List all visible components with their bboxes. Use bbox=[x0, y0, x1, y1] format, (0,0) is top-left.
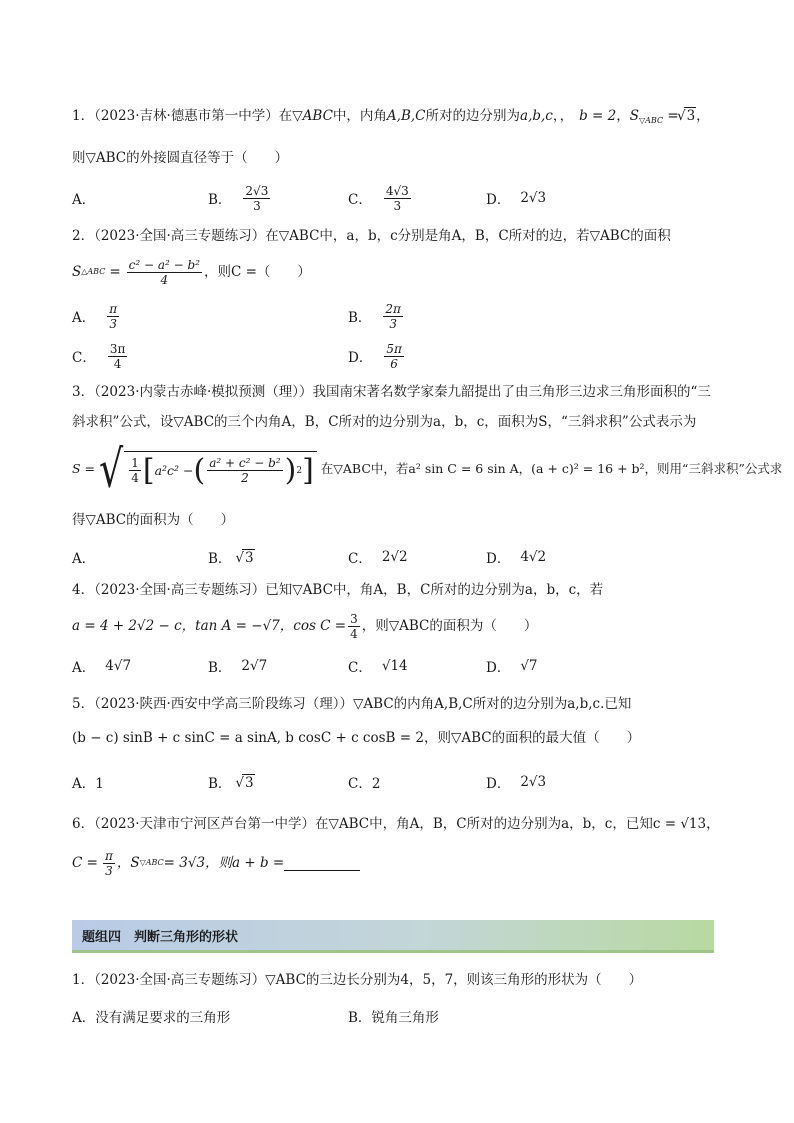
q3-option-c-label: C． bbox=[348, 551, 372, 567]
radical-sign-icon: √ bbox=[99, 439, 124, 499]
q4-option-d[interactable] bbox=[486, 646, 538, 686]
q2-option-c[interactable] bbox=[72, 336, 129, 376]
frac-num: 2√3 bbox=[245, 183, 269, 198]
q1-option-d[interactable] bbox=[486, 178, 546, 218]
q1-option-a-label: A． bbox=[72, 192, 96, 208]
frac-den: 3 bbox=[393, 198, 402, 213]
q5-line2: (b − c) sinB + c sinC = a sinA, b cosC + c cosB = 2，则▽ABC的面积的最大值（ ） bbox=[72, 730, 641, 746]
frac-num: 5π bbox=[386, 341, 402, 356]
s4q1-option-b-label: B．锐角三角形 bbox=[348, 1010, 439, 1026]
q4-option-a[interactable] bbox=[72, 646, 131, 686]
section-header-group-four bbox=[72, 920, 714, 953]
q4-option-c[interactable] bbox=[348, 646, 408, 686]
frac-num: 4√3 bbox=[385, 183, 409, 198]
q5-option-c[interactable] bbox=[348, 762, 380, 802]
q1-sides: a,b,c bbox=[520, 108, 553, 124]
q2-area-subscript: △ABC bbox=[81, 267, 106, 276]
q3-option-b-value: √ 3 bbox=[242, 549, 254, 566]
q3-formula-tail: 在▽ABC中，若a² sin C = 6 sin A，(a + c)² = 16 + b²，则用“三斜求积”公式求 bbox=[320, 461, 783, 476]
s4q1-option-a[interactable] bbox=[72, 996, 230, 1036]
q3-line4: 得▽ABC的面积为（ ） bbox=[72, 512, 235, 528]
frac-num: c² − a² − b² bbox=[128, 257, 200, 272]
q1-line1: 1．（2023·吉林·德惠市第一中学）在▽ABC中，内角A,B,C所对的边分别为a,b,c，， b = 2，$S_{▽ABC}$ = √ 3， bbox=[72, 106, 732, 131]
q2-option-d[interactable] bbox=[348, 336, 406, 376]
q6-angle-fraction bbox=[103, 849, 115, 878]
q1-option-a[interactable] bbox=[72, 178, 95, 218]
q3-line2: 斜求积”公式，设▽ABC的三个内角A，B，C所对的边分别为a，b，c，面积为S，“三斜求积”公式表示为 bbox=[72, 414, 697, 430]
frac-num: a² + c² − b² bbox=[209, 456, 281, 470]
q1-text2: 所对的边分别为 bbox=[425, 108, 521, 124]
q3-options bbox=[72, 537, 732, 577]
q4-option-b-label: B． bbox=[208, 660, 232, 676]
q4-option-b[interactable] bbox=[208, 646, 267, 686]
frac-den: 4 bbox=[160, 272, 169, 287]
q2-option-c-fraction bbox=[108, 342, 128, 371]
q5-option-c-label: C．2 bbox=[348, 776, 381, 792]
q3-option-d-label: D． bbox=[486, 551, 511, 567]
q4-option-d-value: √7 bbox=[520, 658, 538, 674]
q3-option-b[interactable] bbox=[208, 537, 255, 577]
q5-option-d[interactable] bbox=[486, 762, 546, 802]
q1-text3: ，， bbox=[552, 108, 574, 124]
q2-option-a[interactable] bbox=[72, 296, 121, 336]
q4-conditions: a = 4 + 2√2 − c，tan A = −√7，cos C = bbox=[72, 618, 347, 634]
q2-option-c-label: C． bbox=[72, 350, 96, 366]
q2-option-b-fraction bbox=[383, 302, 403, 331]
q4-cos-fraction bbox=[348, 612, 360, 641]
q3-formula-radical bbox=[99, 439, 317, 499]
q4-line1: 4．（2023·全国·高三专题练习）已知▽ABC中，角A，B，C所对的边分别为a，b，c，若 bbox=[72, 582, 604, 598]
q6-answer-blank[interactable] bbox=[284, 856, 360, 871]
q1-option-c[interactable] bbox=[348, 178, 413, 218]
frac-den: 3 bbox=[105, 863, 113, 878]
q3-line1: 3．（2023·内蒙古赤峰·模拟预测（理））我国南宋著名数学家秦九韶提出了由三角形三边求三角形面积的“三 bbox=[72, 384, 711, 400]
q1-option-c-label: C． bbox=[348, 192, 372, 208]
q6-line2 bbox=[72, 846, 732, 880]
frac-den: 2 bbox=[241, 471, 249, 485]
s4q1-option-a-label: A．没有满足要求的三角形 bbox=[72, 1010, 231, 1026]
q1-area-symbol: S bbox=[629, 108, 639, 124]
q1-triangle: ▽ABC bbox=[292, 108, 333, 124]
q3-option-d-value: 4√2 bbox=[520, 549, 547, 565]
q2-option-b[interactable] bbox=[348, 296, 405, 336]
frac-num: π bbox=[104, 848, 113, 863]
q2-options-row2 bbox=[72, 336, 732, 376]
q2-options-row1 bbox=[72, 296, 732, 336]
q1-source: 1．（2023·吉林·德惠市第一中学）在 bbox=[72, 108, 293, 124]
frac-num: π bbox=[109, 301, 118, 316]
q6-angle-c: C = bbox=[72, 855, 98, 871]
q2-option-a-label: A． bbox=[72, 310, 96, 326]
frac-num: 1 bbox=[131, 456, 139, 470]
q5-option-b-label: B． bbox=[208, 776, 232, 792]
q5-option-d-value: 2√3 bbox=[520, 774, 547, 790]
frac-den: 4 bbox=[113, 356, 122, 371]
q2-option-d-fraction bbox=[384, 342, 404, 371]
q3-quarter-fraction bbox=[129, 456, 141, 485]
frac-num: 3 bbox=[350, 611, 358, 626]
q5-option-a-label: A．1 bbox=[72, 776, 104, 792]
q6-line1: 6．（2023·天津市宁河区芦台第一中学）在▽ABC中，角A，B，C所对的边分别为a，b，c，已知c = √13， bbox=[72, 816, 720, 832]
q1-equals: = bbox=[663, 108, 683, 124]
q1-option-c-fraction bbox=[384, 184, 411, 213]
q3-option-b-label: B． bbox=[208, 551, 232, 567]
q5-option-d-label: D． bbox=[486, 776, 511, 792]
q2-area-fraction bbox=[127, 258, 202, 287]
q4-option-a-label: A． bbox=[72, 660, 96, 676]
s4q1-options bbox=[72, 996, 732, 1036]
frac-den: 3 bbox=[389, 316, 397, 331]
q2-option-b-label: B． bbox=[348, 310, 372, 326]
q1-text: 中，内角 bbox=[332, 108, 387, 124]
q2-tail: ，则C =（ ） bbox=[204, 264, 311, 280]
section-title: 题组四 判断三角形的形状 bbox=[82, 929, 239, 945]
q1-option-d-value: 2√3 bbox=[520, 190, 547, 206]
q3-option-d[interactable] bbox=[486, 537, 546, 577]
q3-inner-fraction bbox=[207, 456, 282, 485]
frac-num: 2π bbox=[385, 301, 401, 316]
frac-den: 6 bbox=[390, 356, 398, 371]
q5-line1: 5．（2023·陕西·西安中学高三阶段练习（理））▽ABC的内角A,B,C所对的边分别为a,b,c.已知 bbox=[72, 696, 632, 712]
frac-num: 3π bbox=[109, 341, 126, 356]
q4-option-c-label: C． bbox=[348, 660, 372, 676]
s4q1-line1: 1．（2023·全国·高三专题练习）▽ABC的三边长分别为4，5，7，则该三角形的形状为（ ） bbox=[72, 972, 643, 988]
q2-option-d-label: D． bbox=[348, 350, 373, 366]
q3-option-a[interactable] bbox=[72, 537, 95, 577]
frac-den: 3 bbox=[253, 198, 261, 213]
q3-formula-term: a²c² − bbox=[154, 462, 194, 478]
q5-options bbox=[72, 762, 732, 802]
q4-option-d-label: D． bbox=[486, 660, 511, 676]
q3-option-c[interactable] bbox=[348, 537, 408, 577]
q4-line2 bbox=[72, 610, 732, 642]
q1-options bbox=[72, 178, 732, 218]
s4q1-option-b[interactable] bbox=[348, 996, 439, 1036]
q2-line2: S △ABC = $\frac{\text{c² − a² − b²}}{4}$ ，则C =（ ） bbox=[72, 257, 311, 287]
q5-option-a[interactable] bbox=[72, 762, 104, 802]
q1-option-b-fraction bbox=[243, 184, 270, 213]
q3-option-c-value: 2√2 bbox=[381, 549, 408, 565]
q4-options bbox=[72, 646, 732, 686]
q3-formula-radicand: $\frac{1}{4}$ [ a²c² − ( $\frac{\text{a² + c² − b²}}{2}$ ) 2 ] bbox=[124, 451, 317, 488]
q1-option-b[interactable] bbox=[208, 178, 272, 218]
q3-formula-line bbox=[72, 439, 783, 499]
frac-den: 3 bbox=[109, 316, 118, 331]
frac-den: 4 bbox=[350, 626, 358, 641]
q6-question: = 3√3，则a + b = bbox=[163, 855, 285, 871]
q1-option-b-label: B． bbox=[208, 192, 232, 208]
q3-option-a-label: A． bbox=[72, 551, 96, 567]
q1-line2: 则▽ABC的外接圆直径等于（ ） bbox=[72, 150, 289, 166]
q1-area-subscript: ▽ABC bbox=[638, 116, 664, 125]
q4-question: ，则▽ABC的面积为（ ） bbox=[361, 618, 538, 634]
q1-angles: A,B,C bbox=[386, 108, 426, 124]
q2-area-symbol: S bbox=[72, 264, 82, 280]
q4-option-c-value: √14 bbox=[381, 658, 408, 674]
frac-den: 4 bbox=[131, 471, 139, 485]
q4-option-b-value: 2√7 bbox=[241, 658, 268, 674]
q4-option-a-value: 4√7 bbox=[105, 658, 132, 674]
q6-area-symbol: ，S bbox=[116, 855, 140, 871]
q1-b-value: b = 2 bbox=[579, 108, 617, 124]
q2-option-a-fraction bbox=[107, 302, 119, 331]
q3-formula-lhs: S = bbox=[72, 461, 96, 476]
q2-line1: 2．（2023·全国·高三专题练习）在▽ABC中，a，b，c分别是角A，B，C所对的边，若▽ABC的面积 bbox=[72, 228, 671, 244]
q5-option-b-value: √ 3 bbox=[242, 774, 254, 791]
q5-option-b[interactable] bbox=[208, 762, 255, 802]
q6-area-subscript: ▽ABC bbox=[139, 858, 164, 867]
q1-option-d-label: D． bbox=[486, 192, 511, 208]
q1-area-value: √ 3 bbox=[684, 107, 696, 124]
